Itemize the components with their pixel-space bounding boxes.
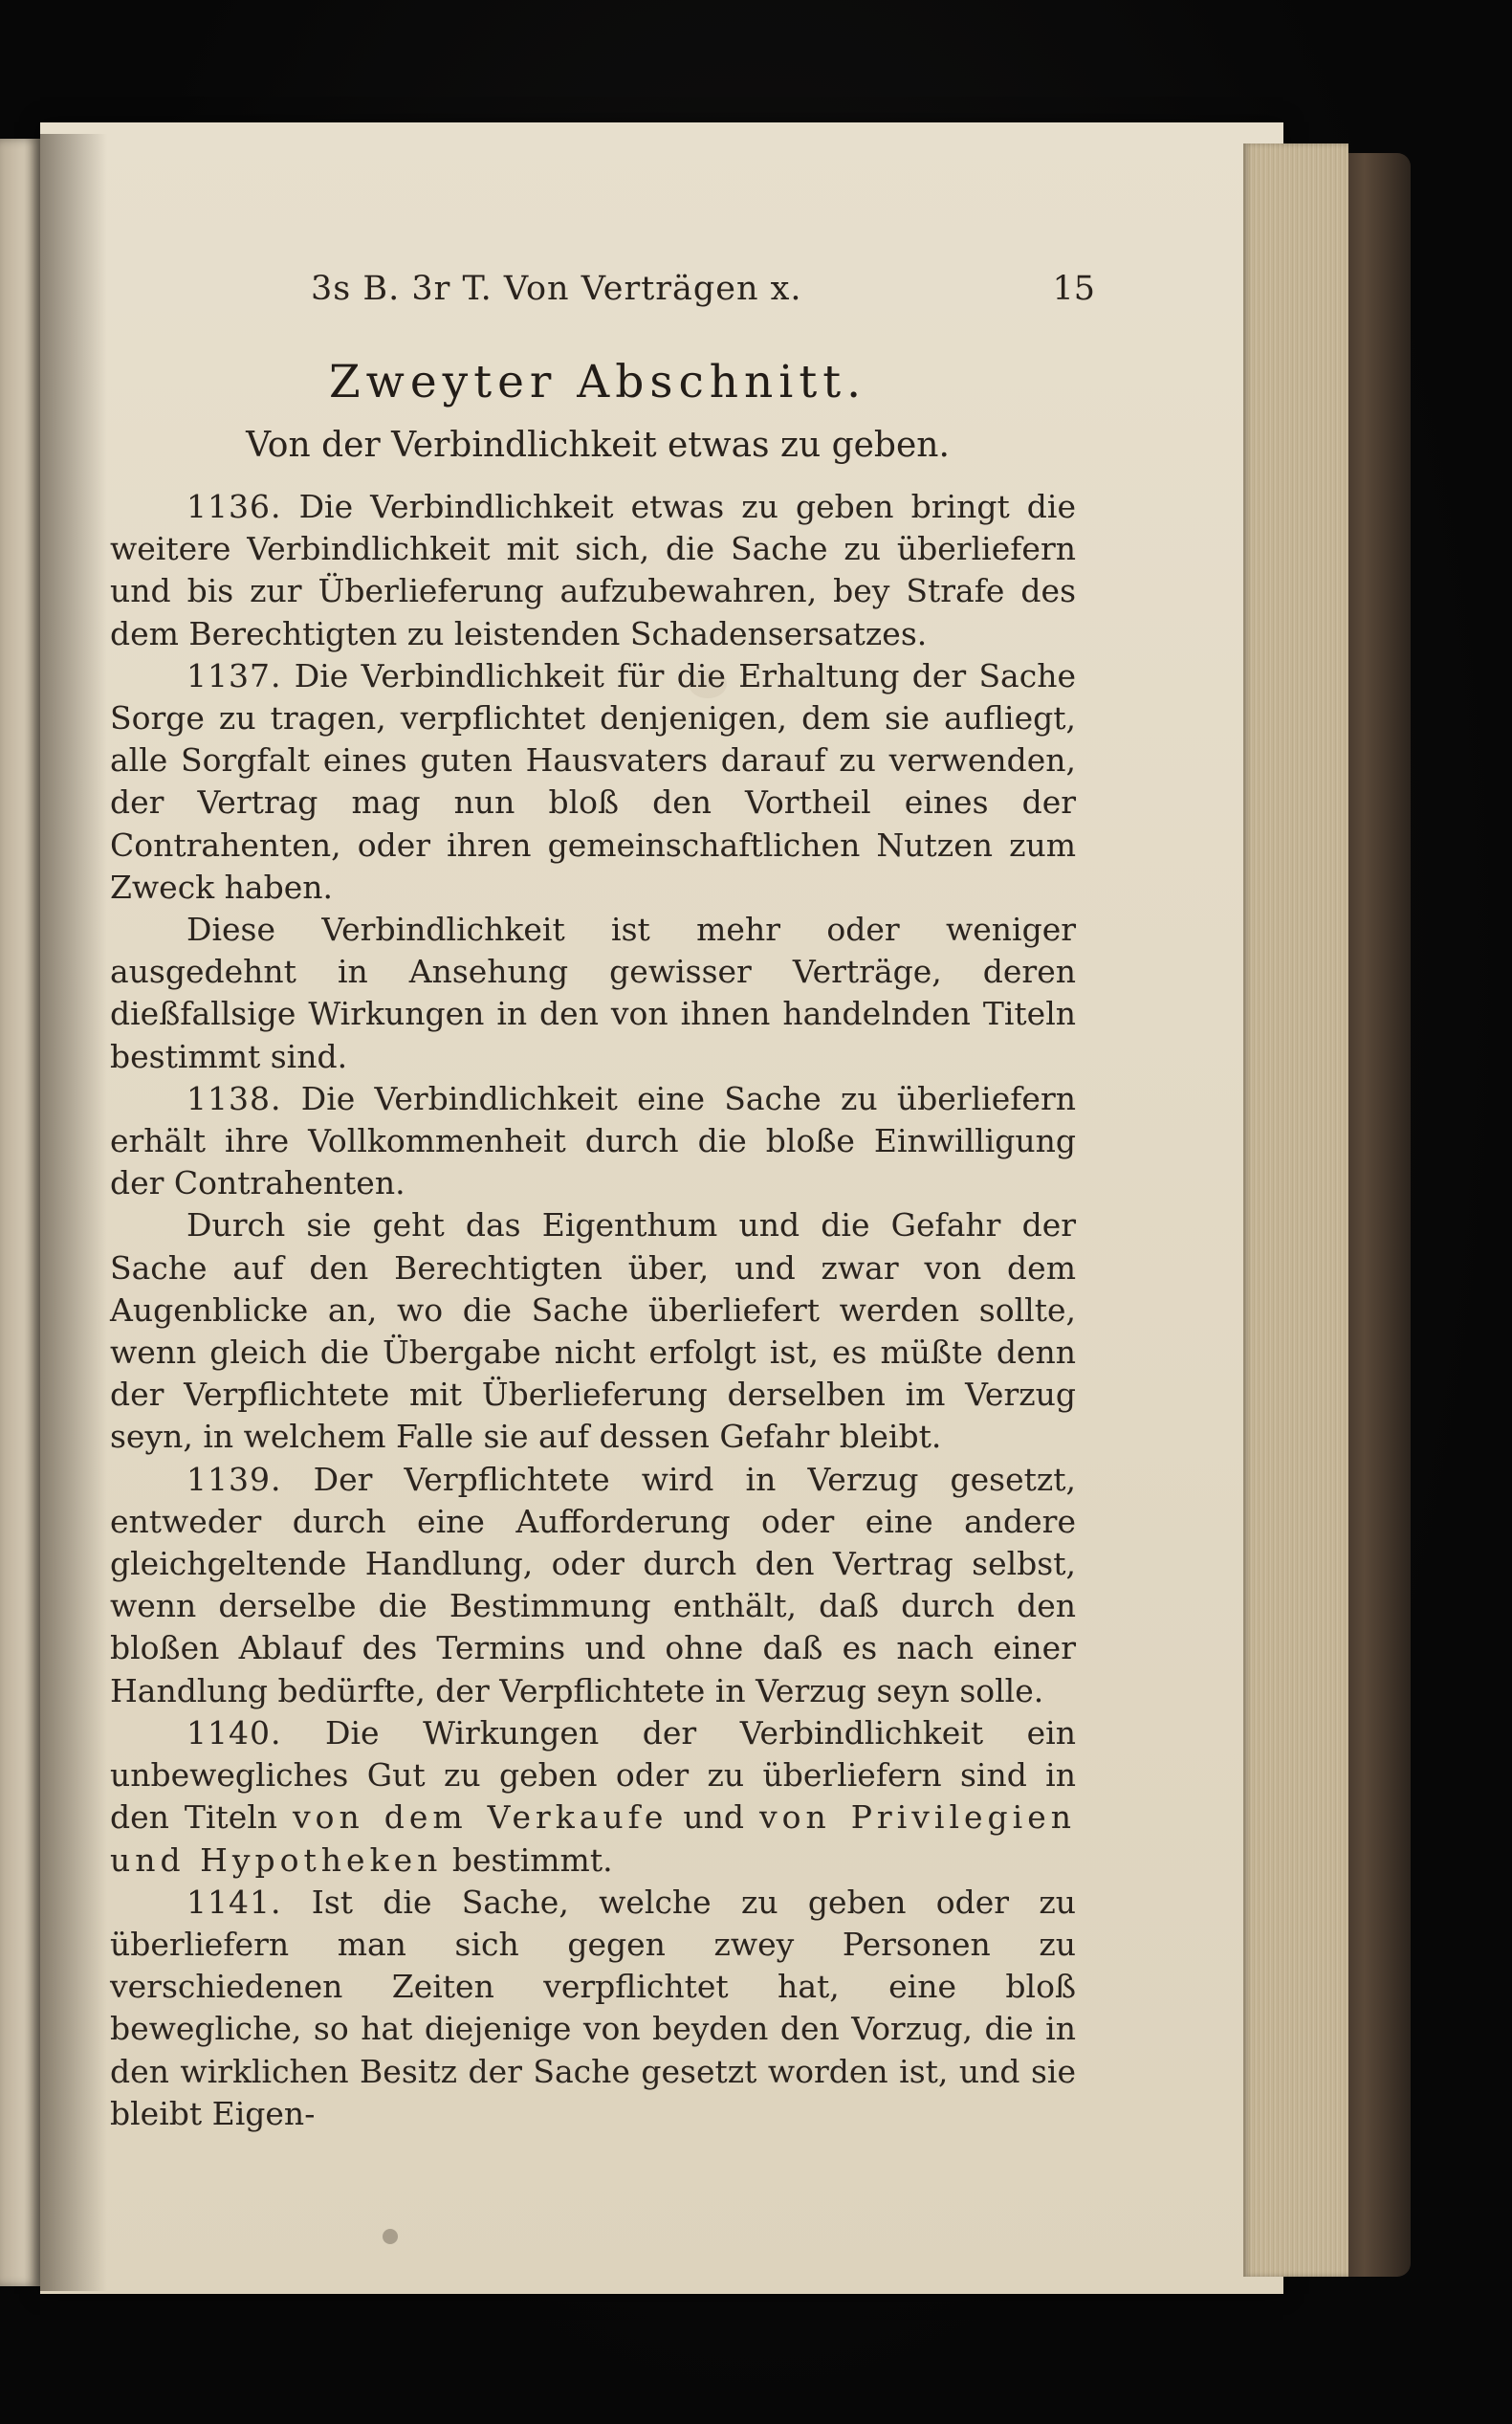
paragraph-number: 1138. (186, 1079, 282, 1117)
paragraph-1137-continued (110, 909, 1076, 1078)
paragraph-text: Der Verpflichtete wird in Verzug gesetzt, entweder durch eine Aufforderung oder eine andere gleichgeltende Handlung, oder durch den Vertrag selbst, wenn derselbe die Bestimmung enthält, daß durch den bloßen Ablauf des Termins und ohne daß es nach einer Handlung bedürfte, der Verpflichtete in Verzug seyn solle. (110, 1460, 1076, 1709)
paragraph-text: Die Verbindlichkeit eine Sache zu überliefern erhält ihre Vollkommenheit durch die bloße Einwilligung der Contrahenten. (110, 1079, 1076, 1202)
paragraph-1136 (110, 486, 1076, 655)
paragraph-text: und (668, 1798, 759, 1837)
paragraph-1138 (110, 1078, 1076, 1205)
paragraph-text: bestimmt. (442, 1840, 613, 1879)
paper-spot (383, 2229, 398, 2244)
paragraph-text: Die Wirkungen der Verbindlichkeit ein unbewegliches Gut zu geben oder zu überliefern sind in den Titeln (110, 1713, 1076, 1837)
paragraph-number: 1141. (186, 1883, 282, 1921)
paragraph-1137 (110, 655, 1076, 909)
page-block-fore-edge (1243, 143, 1348, 2277)
running-head (311, 270, 1095, 318)
spaced-title-reference: von Privilegien und Hypotheken (110, 1798, 1076, 1879)
running-head-title: 3s B. 3r T. Von Verträgen x. (311, 270, 802, 308)
body-text (110, 486, 1076, 2135)
paragraph-1138-continued (110, 1204, 1076, 1458)
paragraph-text: Diese Verbindlichkeit ist mehr oder weniger ausgedehnt in Ansehung gewisser Verträge, deren dießfallsige Wirkungen in den von ihnen handelnden Titeln bestimmt sind. (110, 911, 1076, 1075)
paragraph-text: Die Verbindlichkeit etwas zu geben bringt die weitere Verbindlichkeit mit sich, die Sache zu überliefern und bis zur Überlieferung aufzubewahren, bey Strafe des dem Berechtigten zu leistenden Schadensersatzes. (110, 488, 1076, 652)
spaced-title-reference: von dem Verkaufe (293, 1798, 668, 1837)
section-subtitle: Von der Verbindlichkeit etwas zu geben. (246, 426, 950, 465)
section-title: Zweyter Abschnitt. (328, 356, 867, 408)
page-number: 15 (1052, 270, 1095, 308)
paragraph-text: Durch sie geht das Eigenthum und die Gefahr der Sache auf den Berechtigten über, und zwar von dem Augenblicke an, wo die Sache überliefert werden sollte, wenn gleich die Übergabe nicht erfolgt ist, es müßte denn der Verpflichtete mit Überlieferung derselben im Verzug seyn, in welchem Falle sie auf dessen Gefahr bleibt. (110, 1206, 1076, 1456)
paragraph-number: 1140. (186, 1713, 282, 1752)
paragraph-text: Ist die Sache, welche zu geben oder zu überliefern man sich gegen zwey Personen zu verschiedenen Zeiten verpflichtet hat, eine bloß bewegliche, so hat diejenige von beyden den Vorzug, die in den wirklichen Besitz der Sache gesetzt worden ist, und sie bleibt Eigen- (110, 1883, 1076, 2132)
paragraph-1139 (110, 1459, 1076, 1712)
book-cover-edge (1339, 153, 1411, 2277)
paragraph-1140 (110, 1712, 1076, 1882)
paragraph-text: Die Verbindlichkeit für die Erhaltung der Sache Sorge zu tragen, verpflichtet denjenigen, dem sie aufliegt, alle Sorgfalt eines guten Hausvaters darauf zu verwenden, der Vertrag mag nun bloß den Vortheil eines der Contrahenten, oder ihren gemeinschaftlichen Nutzen zum Zweck haben. (110, 656, 1076, 906)
paragraph-number: 1137. (186, 656, 282, 694)
paragraph-1141 (110, 1882, 1076, 2135)
paragraph-number: 1139. (186, 1460, 282, 1498)
gutter-shadow (40, 134, 107, 2291)
left-page-edge (0, 139, 40, 2286)
paragraph-number: 1136. (186, 488, 282, 525)
